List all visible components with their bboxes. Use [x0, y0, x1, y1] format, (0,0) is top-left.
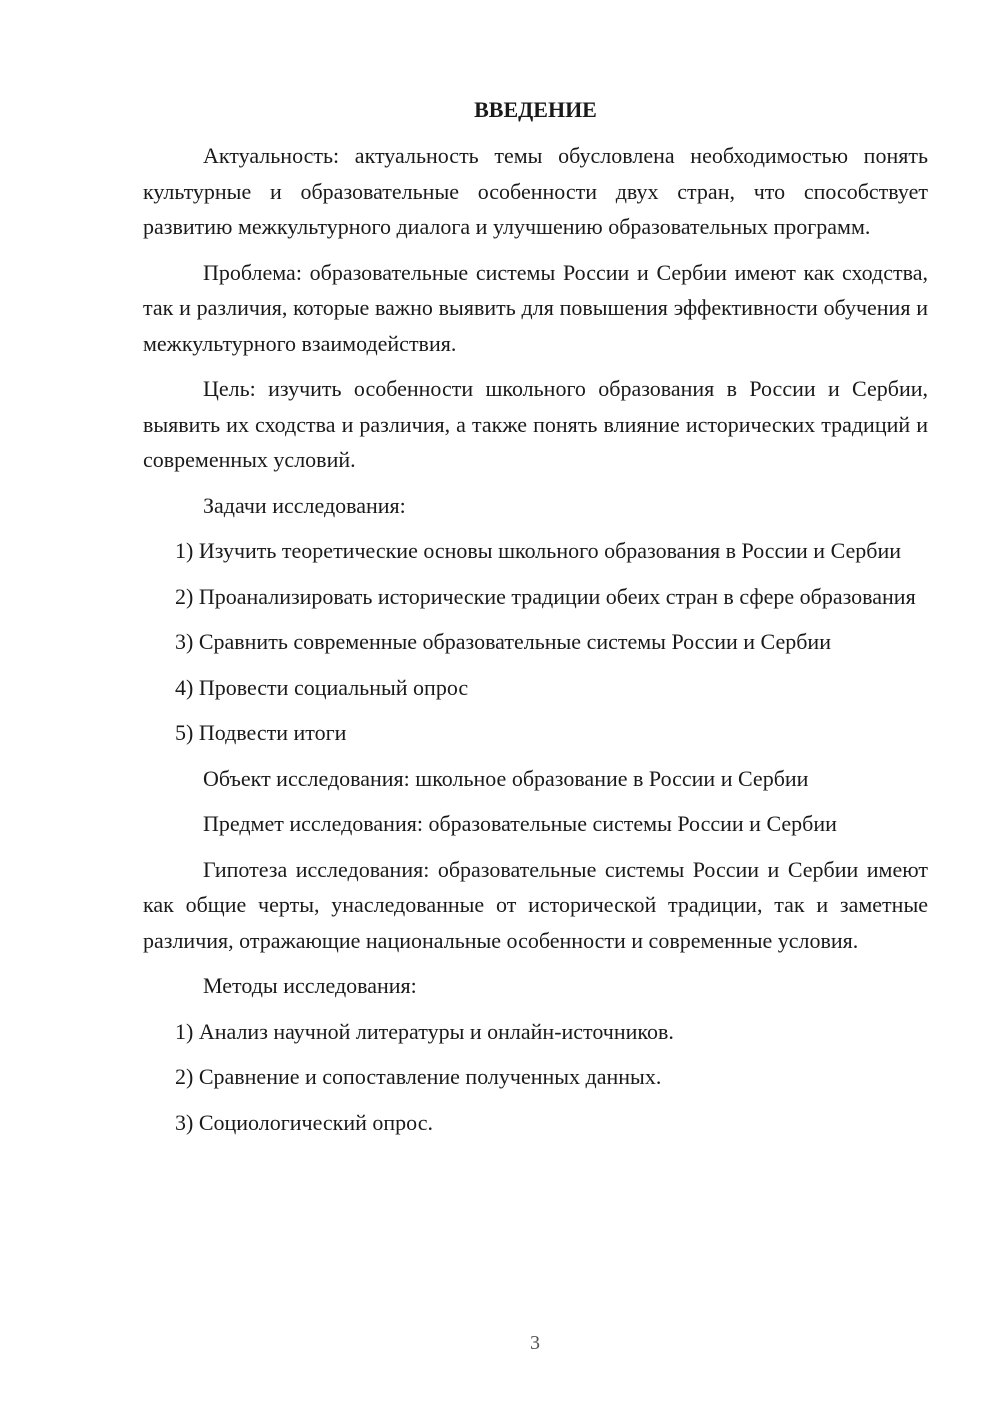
task-item: 1) Изучить теоретические основы школьного образования в России и Сербии	[175, 538, 902, 563]
document-page	[143, 92, 928, 1150]
task-item: 5) Подвести итоги	[175, 720, 347, 745]
problem-paragraph: Проблема: образовательные системы России и Сербии имеют как сходства, так и различия, которые важно выявить для повышения эффективности обучения и межкультурного взаимодействия.	[143, 259, 928, 356]
goal-paragraph: Цель: изучить особенности школьного образования в России и Сербии, выявить их сходства и различия, а также понять влияние исторических традиций и современных условий.	[143, 376, 928, 472]
object-paragraph: Объект исследования: школьное образование в России и Сербии	[203, 765, 809, 791]
methods-heading: Методы исследования:	[203, 973, 417, 998]
task-item: 4) Провести социальный опрос	[175, 674, 469, 700]
task-item: 3) Сравнить современные образовательные системы России и Сербии	[175, 629, 831, 654]
task-item: 2) Проанализировать исторические традиции обеих стран в сфере образования	[175, 583, 916, 609]
method-item: 1) Анализ научной литературы и онлайн-источников.	[175, 1018, 674, 1044]
tasks-heading: Задачи исследования:	[203, 492, 406, 518]
relevance-paragraph: Актуальность: актуальность темы обусловлена необходимостью понять культурные и образовательные особенности двух стран, что способствует развитию межкультурного диалога и улучшению образовательных программ.	[143, 143, 928, 239]
hypothesis-paragraph: Гипотеза исследования: образовательные системы России и Сербии имеют как общие черты, унаследованные от исторической традиции, так и заметные различия, отражающие национальные особенности и современные условия.	[143, 856, 928, 953]
subject-paragraph: Предмет исследования: образовательные системы России и Сербии	[203, 811, 837, 836]
page-number: 3	[530, 1332, 540, 1354]
method-item: 3) Социологический опрос.	[175, 1109, 433, 1135]
page-title: ВВЕДЕНИЕ	[474, 97, 597, 122]
method-item: 2) Сравнение и сопоставление полученных данных.	[175, 1064, 662, 1089]
